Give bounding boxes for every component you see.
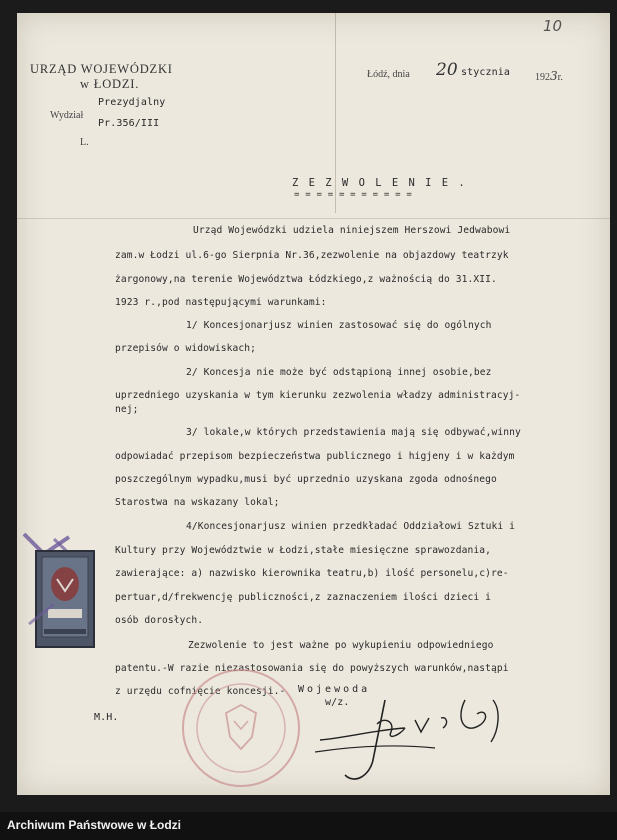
body-line: nej; [115, 404, 139, 415]
place-date-label: Łódź, dnia [367, 69, 410, 80]
official-seal [176, 665, 306, 799]
body-line: 4/Koncesjonarjusz winien przedkładać Oddziałowi Sztuki i [186, 521, 516, 532]
body-line: pertuar,d/frekwencję publiczności,z zaznaczeniem ilości dzieci i [115, 592, 492, 603]
body-line: zam.w Łodzi ul.6-go Sierpnia Nr.36,zezwolenie na objazdowy teatrzyk [115, 250, 509, 261]
body-line: patentu.-W razie niezastosowania się do powyższych warunków,nastąpi [115, 663, 509, 674]
body-line: 2/ Koncesja nie może być odstąpioną innej osobie,bez [186, 367, 492, 378]
body-line: uprzedniego uzyskania w tym kierunku zezwolenia władzy administracyj- [115, 390, 521, 401]
reference-number: Pr.356/III [98, 118, 160, 129]
office-name: URZĄD WOJEWÓDZKI [30, 62, 173, 76]
office-city: w ŁODZI. [80, 77, 140, 91]
initials: M.H. [94, 712, 119, 723]
body-line: żargonowy,na terenie Województwa Łódzkiego,z ważnością do 31.XII. [115, 274, 497, 285]
reference-mark: L. [80, 137, 89, 148]
body-line: 3/ lokale,w których przedstawienia mają się odbywać,winny [186, 427, 521, 438]
department-label: Wydział [50, 110, 84, 121]
document-title: Z E Z W O L E N I E . [292, 177, 467, 189]
body-line: osób dorosłych. [115, 615, 204, 626]
date-day: 20 [436, 60, 458, 80]
document-page [17, 13, 610, 795]
signatory-title: Wojewoda [298, 684, 371, 695]
page-number-mark: 10 [543, 17, 563, 35]
revenue-stamp [14, 529, 104, 653]
body-line: 1/ Koncesjonarjusz winien zastosować się do ogólnych [186, 320, 492, 331]
title-underline: = = = = = = = = = = = [294, 190, 412, 200]
department-value: Prezydjalny [98, 97, 166, 108]
archive-name: Archiwum Państwowe w Łodzi [7, 818, 182, 832]
signatory-for: w/z. [325, 697, 350, 708]
body-line: przepisów o widowiskach; [115, 343, 257, 354]
revenue-stamp-icon [14, 529, 104, 649]
body-line: odpowiadać przepisom bezpieczeństwa publicznego i higjeny i w każdym [115, 451, 515, 462]
body-line: z urzędu cofnięcie koncesji.- [115, 686, 286, 697]
body-line: Kultury przy Województwie w Łodzi,stałe miesięczne sprawozdania, [115, 545, 492, 556]
date-month: stycznia [461, 67, 510, 78]
seal-icon [176, 665, 306, 795]
body-line: zawierające: a) nazwisko kierownika teatru,b) ilość personelu,c)re- [115, 568, 509, 579]
body-line: 1923 r.,pod następującymi warunkami: [115, 297, 327, 308]
body-line: poszczególnym wypadku,musi być uprzednio uzyskana zgoda odnośnego [115, 474, 497, 485]
paper-crease-line [17, 218, 610, 219]
body-line: Zezwolenie to jest ważne po wykupieniu odpowiedniego [188, 640, 494, 651]
body-line: Urząd Wojewódzki udziela niniejszem Herszowi Jedwabowi [193, 225, 511, 236]
body-line: Starostwa na wskazany lokal; [115, 497, 280, 508]
date-year: 1923r. [535, 69, 563, 83]
archive-footer [0, 812, 617, 840]
